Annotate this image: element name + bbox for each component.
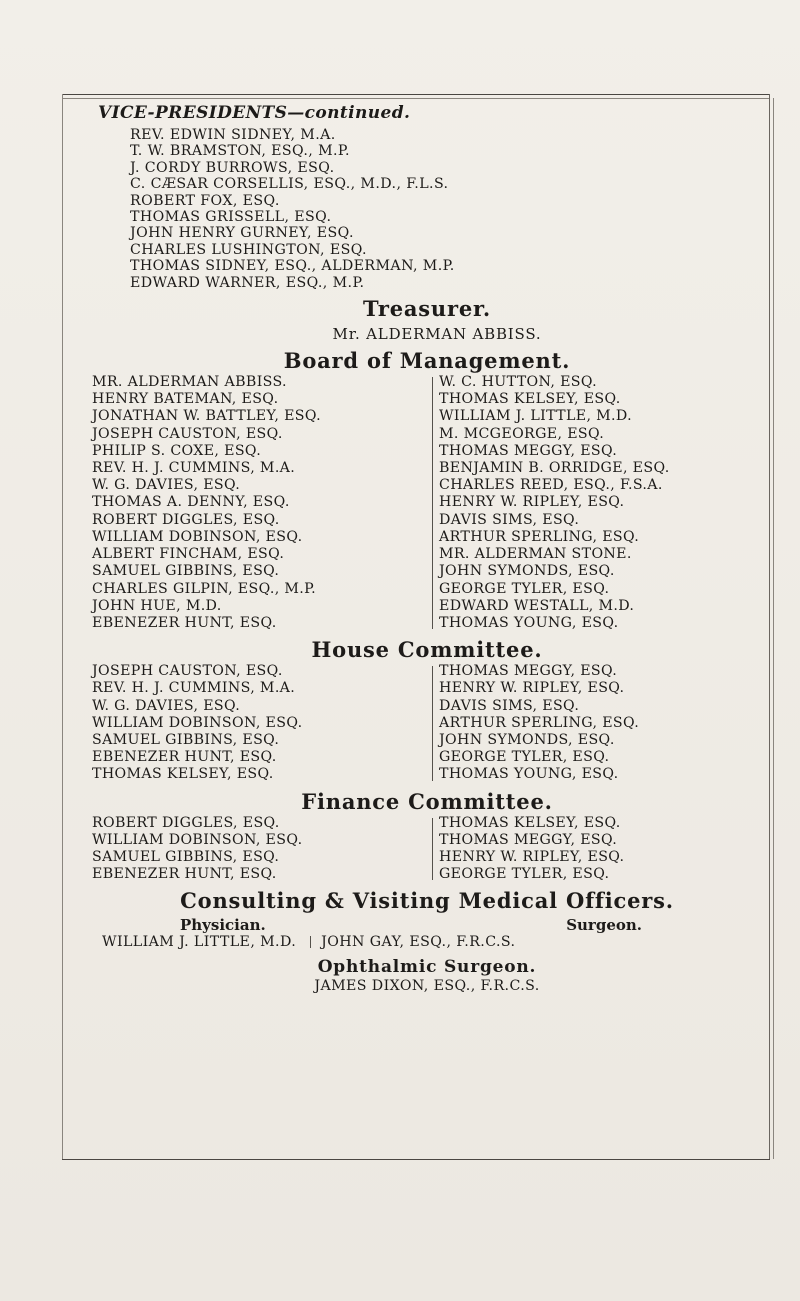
board-member: THOMAS MEGGY, ESQ. (439, 442, 618, 459)
board-member: PHILIP S. COXE, ESQ. (92, 442, 262, 459)
ophthalmic-surgeon-heading: Ophthalmic Surgeon. (317, 957, 537, 978)
house-committee-heading: House Committee. (311, 637, 543, 663)
medical-officers-heading: Consulting & Visiting Medical Officers. (180, 888, 674, 914)
bottom-border-rule (62, 1159, 770, 1160)
board-member: CHARLES REED, ESQ., F.S.A. (439, 477, 663, 494)
board-member: REV. H. J. CUMMINS, M.A. (92, 460, 296, 477)
board-member: WILLIAM J. LITTLE, M.D. (439, 408, 632, 425)
committee-member: WILLIAM DOBINSON, ESQ. (92, 714, 303, 731)
board-member: M. MCGEORGE, ESQ. (439, 425, 605, 442)
board-of-management-heading: Board of Management. (283, 348, 571, 374)
board-member: HENRY BATEMAN, ESQ. (92, 391, 279, 408)
board-member: CHARLES GILPIN, ESQ., M.P. (92, 580, 317, 597)
finance-committee-heading: Finance Committee. (301, 788, 553, 814)
vice-presidents-heading: VICE-PRESIDENTS—continued. (98, 103, 411, 123)
committee-member: GEORGE TYLER, ESQ. (439, 866, 610, 883)
board-member: GEORGE TYLER, ESQ. (439, 580, 610, 597)
committee-member: SAMUEL GIBBINS, ESQ. (92, 848, 280, 865)
vice-president-name: THOMAS SIDNEY, ESQ., ALDERMAN, M.P. (130, 258, 455, 275)
right-border-rule (769, 94, 770, 1159)
committee-member: W. G. DAVIES, ESQ. (92, 697, 241, 714)
committee-member: THOMAS KELSEY, ESQ. (92, 766, 274, 783)
page-content (92, 103, 752, 995)
finance-committee-list (92, 815, 752, 884)
board-member: EBENEZER HUNT, ESQ. (92, 614, 277, 631)
vice-presidents-list (130, 127, 752, 291)
board-member: JOHN HUE, M.D. (92, 597, 222, 614)
vice-president-name: T. W. BRAMSTON, ESQ., M.P. (130, 143, 350, 160)
vice-president-name: EDWARD WARNER, ESQ., M.P. (130, 274, 365, 291)
board-member: BENJAMIN B. ORRIDGE, ESQ. (439, 460, 670, 477)
house-left-column (92, 663, 432, 783)
committee-member: REV. H. J. CUMMINS, M.A. (92, 680, 296, 697)
committee-member: THOMAS MEGGY, ESQ. (439, 663, 618, 680)
committee-member: EBENEZER HUNT, ESQ. (92, 866, 277, 883)
board-member: THOMAS KELSEY, ESQ. (439, 391, 621, 408)
surgeon-name: JOHN GAY, ESQ., F.R.C.S. (321, 934, 516, 951)
vice-president-name: J. CORDY BURROWS, ESQ. (130, 159, 335, 176)
committee-member: THOMAS YOUNG, ESQ. (439, 766, 619, 783)
committee-member: ROBERT DIGGLES, ESQ. (92, 814, 280, 831)
surgeon-heading: Surgeon. (566, 916, 642, 935)
board-member: ALBERT FINCHAM, ESQ. (92, 546, 285, 563)
top-border-rule-inner (62, 98, 770, 99)
vice-president-name: CHARLES LUSHINGTON, ESQ. (130, 241, 367, 258)
vice-president-name: REV. EDWIN SIDNEY, M.A. (130, 127, 336, 143)
committee-member: SAMUEL GIBBINS, ESQ. (92, 731, 280, 748)
treasurer-name-text: ALDERMAN ABBISS. (366, 325, 542, 344)
board-member: HENRY W. RIPLEY, ESQ. (439, 494, 625, 511)
board-member: JOSEPH CAUSTON, ESQ. (92, 425, 283, 442)
board-member: MR. ALDERMAN ABBISS. (92, 374, 287, 391)
board-right-column (433, 374, 670, 632)
board-member: W. C. HUTTON, ESQ. (439, 374, 597, 391)
finance-right-column (433, 815, 624, 884)
left-border-rule (62, 94, 63, 1159)
board-member: JOHN SYMONDS, ESQ. (439, 563, 615, 580)
board-member: THOMAS A. DENNY, ESQ. (92, 494, 290, 511)
physician-name: WILLIAM J. LITTLE, M.D. (102, 934, 297, 951)
board-member: ARTHUR SPERLING, ESQ. (439, 528, 640, 545)
treasurer-heading: Treasurer. (362, 296, 492, 322)
board-member: W. G. DAVIES, ESQ. (92, 477, 241, 494)
committee-member: THOMAS MEGGY, ESQ. (439, 831, 618, 848)
board-member: MR. ALDERMAN STONE. (439, 546, 632, 563)
vice-president-name: JOHN HENRY GURNEY, ESQ. (130, 225, 354, 242)
committee-member: EBENEZER HUNT, ESQ. (92, 749, 277, 766)
treasurer-name (122, 325, 752, 343)
board-member: WILLIAM DOBINSON, ESQ. (92, 528, 303, 545)
board-member: JONATHAN W. BATTLEY, ESQ. (92, 408, 322, 425)
finance-left-column (92, 815, 432, 884)
right-border-rule-outer (773, 98, 774, 1159)
house-committee-list (92, 663, 752, 783)
committee-member: ARTHUR SPERLING, ESQ. (439, 714, 640, 731)
committee-member: HENRY W. RIPLEY, ESQ. (439, 848, 625, 865)
committee-member: DAVIS SIMS, ESQ. (439, 697, 580, 714)
column-divider (310, 936, 311, 948)
treasurer-title: Mr. (332, 325, 361, 344)
committee-member: WILLIAM DOBINSON, ESQ. (92, 831, 303, 848)
committee-member: GEORGE TYLER, ESQ. (439, 749, 610, 766)
board-left-column (92, 374, 432, 632)
committee-member: THOMAS KELSEY, ESQ. (439, 814, 621, 831)
committee-member: HENRY W. RIPLEY, ESQ. (439, 680, 625, 697)
medical-officers-names (92, 934, 752, 950)
board-of-management-list (92, 374, 752, 632)
ophthalmic-surgeon-name: JAMES DIXON, ESQ., F.R.C.S. (314, 978, 540, 995)
board-member: THOMAS YOUNG, ESQ. (439, 614, 619, 631)
physician-heading: Physician. (180, 916, 266, 935)
board-member: DAVIS SIMS, ESQ. (439, 511, 580, 528)
board-member: ROBERT DIGGLES, ESQ. (92, 511, 280, 528)
house-right-column (433, 663, 639, 783)
board-member: SAMUEL GIBBINS, ESQ. (92, 563, 280, 580)
board-member: EDWARD WESTALL, M.D. (439, 597, 635, 614)
committee-member: JOHN SYMONDS, ESQ. (439, 731, 615, 748)
vice-president-name: ROBERT FOX, ESQ. (130, 192, 280, 209)
vice-president-name: THOMAS GRISSELL, ESQ. (130, 209, 332, 226)
vice-president-name: C. CÆSAR CORSELLIS, ESQ., M.D., F.L.S. (130, 176, 449, 193)
committee-member: JOSEPH CAUSTON, ESQ. (92, 663, 283, 680)
medical-subheadings (102, 916, 752, 934)
top-border-rule (62, 94, 770, 95)
